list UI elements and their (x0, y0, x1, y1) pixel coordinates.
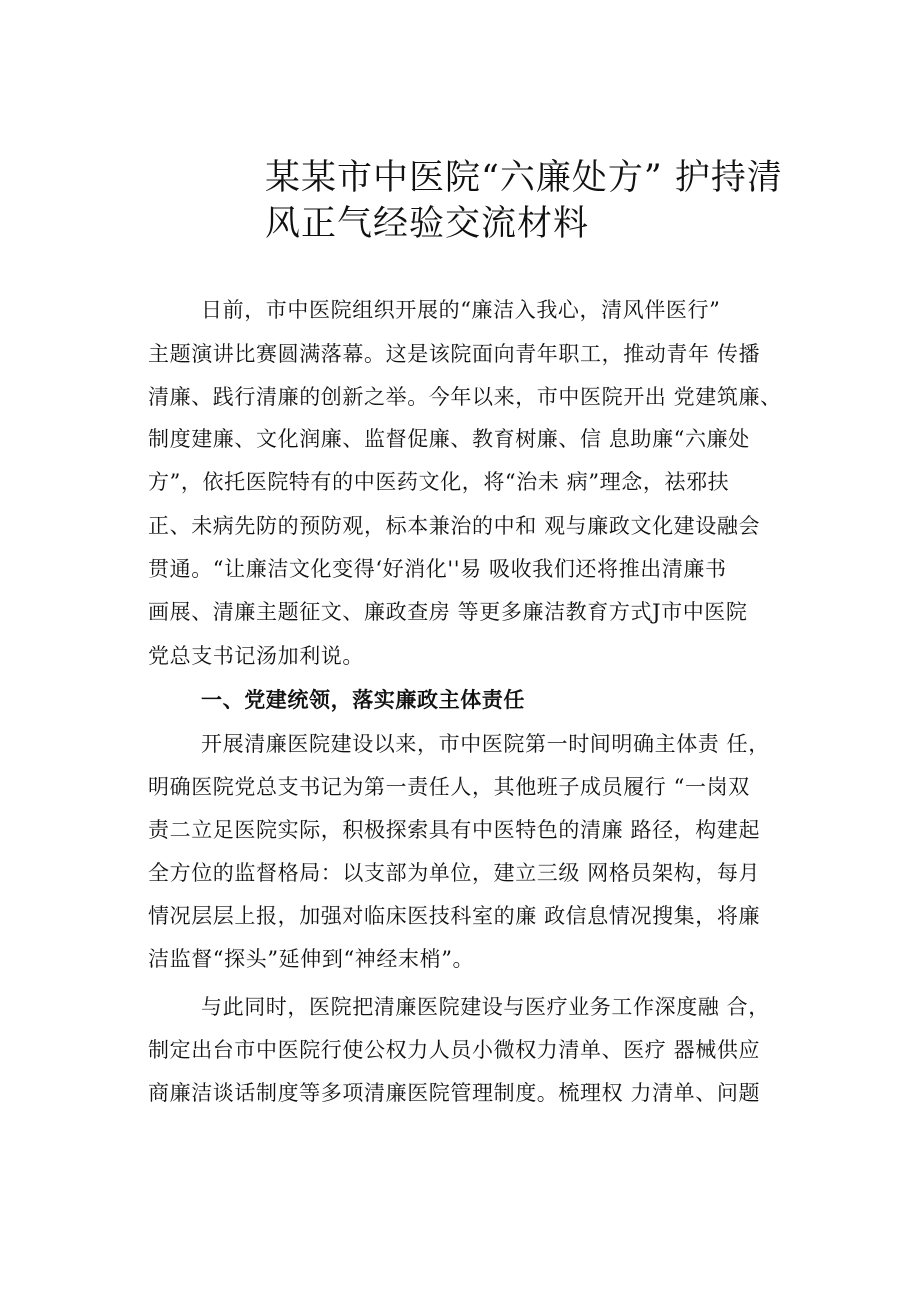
paragraph-line: 洁监督“探头”延伸到“神经末梢”。 (148, 947, 475, 971)
paragraph-line: 日前，市中医院组织开展的“廉洁入我心，清风伴医行” (201, 298, 721, 322)
title-line: 风正气经验交流材料 (265, 204, 590, 244)
paragraph-line: 全方位的监督格局：以支部为单位，建立三级 网格员架构，每月 (148, 861, 761, 885)
paragraph-line: 责二立足医院实际，积极探索具有中医特色的清廉 路径，构建起 (148, 818, 761, 842)
paragraph-line: 与此同时，医院把清廉医院建设与医疗业务工作深度融 合， (201, 995, 770, 1019)
paragraph-line: 情况层层上报，加强对临床医技科室的廉 政信息情况搜集，将廉 (148, 904, 761, 928)
paragraph-line: 贯通。“让廉洁文化变得‘好消化''易 吸收我们还将推出清廉书 (148, 557, 727, 581)
paragraph-line: 画展、清廉主题征文、廉政查房 等更多廉洁教育方式J市中医院 (148, 600, 748, 624)
paragraph-line: 制度建廉、文化润廉、监督促廉、教育树廉、信 息助廉“六廉处 (148, 427, 750, 451)
paragraph-line: 党总支书记汤加利说。 (148, 644, 364, 668)
paragraph-line: 正、未病先防的预防观，标本兼治的中和 观与廉政文化建设融会 (148, 514, 761, 538)
title-line: 某某市中医院“六廉处方” 护持清 (265, 158, 783, 198)
paragraph-line: 开展清廉医院建设以来，市中医院第一时间明确主体责 任， (201, 732, 770, 756)
paragraph-line: 商廉洁谈话制度等多项清廉医院管理制度。梳理权 力清单、问题 (148, 1081, 761, 1105)
section-heading: 一、党建统领，落实廉政主体责任 (201, 688, 525, 712)
paragraph-line: 明确医院党总支书记为第一责任人，其他班子成员履行 “一岗双 (148, 775, 750, 799)
paragraph-line: 主题演讲比赛圆满落幕。这是该院面向青年职工，推动青年 传播 (148, 342, 761, 366)
paragraph-line: 制定出台市中医院行使公权力人员小微权力清单、医疗 器械供应 (148, 1038, 761, 1062)
paragraph-line: 方”，依托医院特有的中医药文化，将“治未 病”理念，祛邪扶 (148, 470, 730, 494)
document-title (265, 155, 825, 247)
paragraph-line: 清廉、践行清廉的创新之举。今年以来，市中医院开出 党建筑廉、 (148, 385, 782, 409)
